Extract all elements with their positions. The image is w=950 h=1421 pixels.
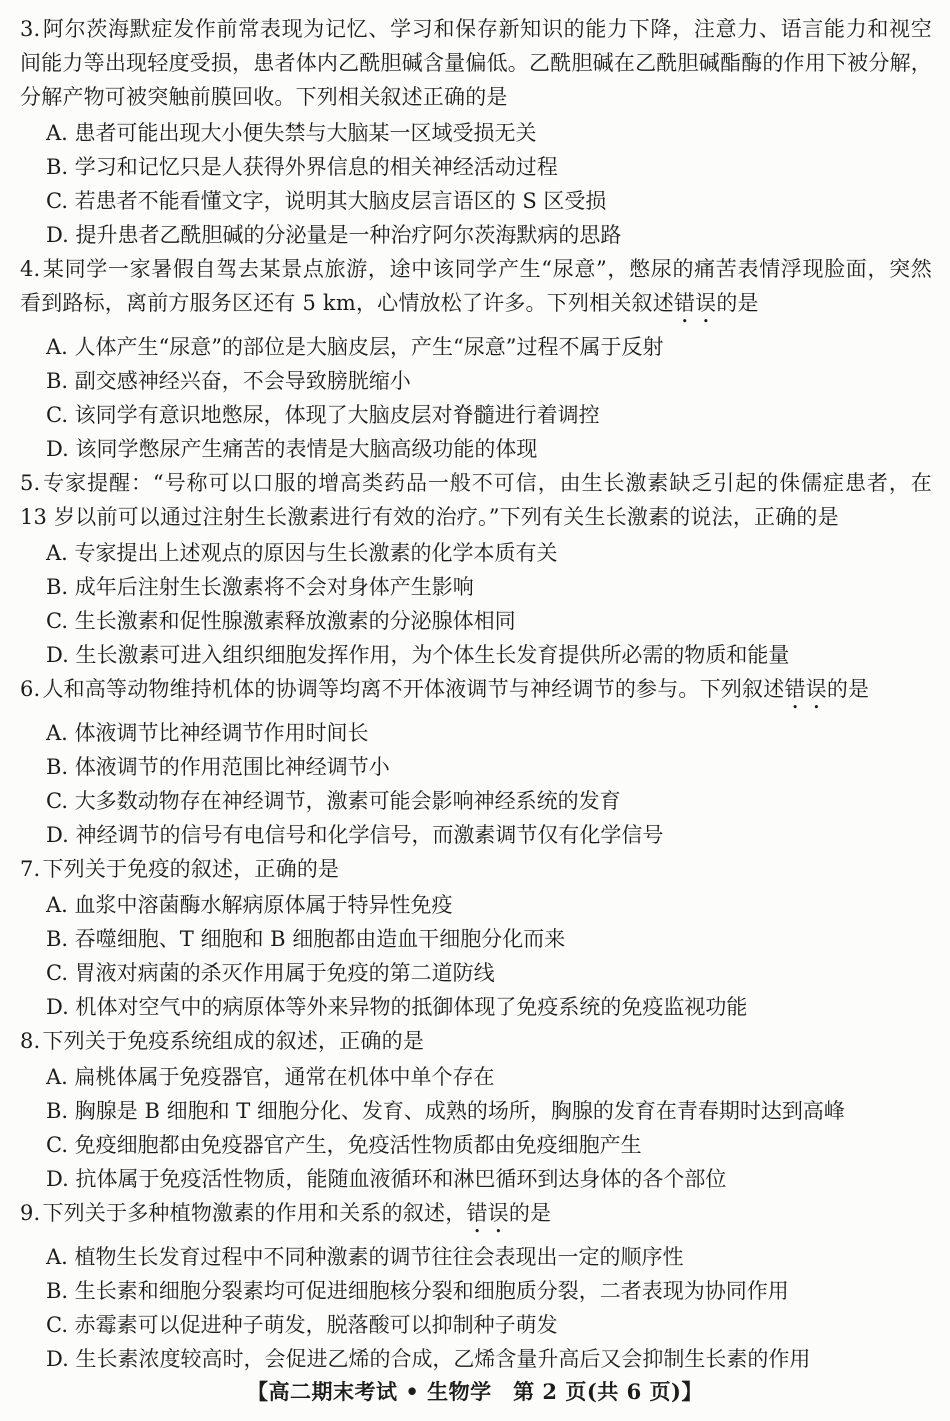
stem-ending: 的是 xyxy=(716,291,759,315)
question-number: 8. xyxy=(20,1029,41,1053)
option-d: D. 该同学憋尿产生痛苦的表情是大脑高级功能的体现 xyxy=(46,437,538,461)
question-6 xyxy=(20,672,932,852)
question-5 xyxy=(20,466,932,672)
option-b: B. 生长素和细胞分裂素均可促进细胞核分裂和细胞质分裂，二者表现为协同作用 xyxy=(46,1279,789,1303)
option-c: C. 若患者不能看懂文字，说明其大脑皮层言语区的 S 区受损 xyxy=(46,189,607,213)
option-b: B. 体液调节的作用范围比神经调节小 xyxy=(46,755,390,779)
question-stem xyxy=(20,466,932,534)
option-c: C. 生长激素和促性腺激素释放激素的分泌腺体相同 xyxy=(46,609,516,633)
option-b: B. 吞噬细胞、T 细胞和 B 细胞都由造血干细胞分化而来 xyxy=(46,927,566,951)
question-number: 6. xyxy=(20,677,41,701)
question-stem xyxy=(20,852,932,886)
question-9 xyxy=(20,1196,932,1376)
stem-text: 人和高等动物维持机体的协调等均离不开体液调节与神经调节的参与。下列叙述 xyxy=(42,677,785,701)
option-d: D. 提升患者乙酰胆碱的分泌量是一种治疗阿尔茨海默病的思路 xyxy=(46,223,622,247)
option-d: D. 生长素浓度较高时，会促进乙烯的合成，乙烯含量升高后又会抑制生长素的作用 xyxy=(46,1347,811,1371)
option-c: C. 赤霉素可以促进种子萌发，脱落酸可以抑制种子萌发 xyxy=(46,1313,558,1337)
emphasized-word: 错误 xyxy=(673,291,717,315)
question-3 xyxy=(20,12,932,252)
question-stem xyxy=(20,252,932,328)
option-d: D. 生长激素可进入组织细胞发挥作用，为个体生长发育提供所必需的物质和能量 xyxy=(46,643,790,667)
question-stem xyxy=(20,12,932,114)
stem-text: 阿尔茨海默症发作前常表现为记忆、学习和保存新知识的能力下降，注意力、语言能力和视空间能力等出现轻度受损，患者体内乙酰胆碱含量偏低。乙酰胆碱在乙酰胆碱酯酶的作用下被分解，分解产物可被突触前膜回收。下列相关叙述正确的是 xyxy=(20,17,932,109)
stem-text: 某同学一家暑假自驾去某景点旅游，途中该同学产生“尿意”，憋尿的痛苦表情浮现脸面，突然看到路标，离前方服务区还有 5 km，心情放松了许多。下列相关叙述 xyxy=(20,257,932,315)
option-b: B. 学习和记忆只是人获得外界信息的相关神经活动过程 xyxy=(46,155,558,179)
question-7 xyxy=(20,852,932,1024)
option-b: B. 胸腺是 B 细胞和 T 细胞分化、发育、成熟的场所，胸腺的发育在青春期时达到高峰 xyxy=(46,1099,845,1123)
exam-page xyxy=(20,12,932,1376)
stem-ending: 的是 xyxy=(508,1201,552,1225)
option-b: B. 成年后注射生长激素将不会对身体产生影响 xyxy=(46,575,474,599)
stem-text: 下列关于免疫的叙述，正确的是 xyxy=(42,857,340,881)
question-stem xyxy=(20,1024,932,1058)
option-a: A. 人体产生“尿意”的部位是大脑皮层，产生“尿意”过程不属于反射 xyxy=(46,335,664,359)
question-number: 4. xyxy=(20,257,41,281)
stem-text: 专家提醒：“号称可以口服的增高类药品一般不可信，由生长激素缺乏引起的侏儒症患者，在 13 岁以前可以通过注射生长激素进行有效的治疗。”下列有关生长激素的说法，正确的是 xyxy=(20,471,932,529)
stem-text: 下列关于免疫系统组成的叙述，正确的是 xyxy=(42,1029,425,1053)
option-b: B. 副交感神经兴奋，不会导致膀胱缩小 xyxy=(46,369,411,393)
question-stem xyxy=(20,672,932,714)
question-8 xyxy=(20,1024,932,1196)
question-number: 9. xyxy=(20,1201,41,1225)
option-c: C. 免疫细胞都由免疫器官产生，免疫活性物质都由免疫细胞产生 xyxy=(46,1133,642,1157)
option-a: A. 血浆中溶菌酶水解病原体属于特异性免疫 xyxy=(46,893,453,917)
option-c: C. 大多数动物存在神经调节，激素可能会影响神经系统的发育 xyxy=(46,789,621,813)
option-d: D. 神经调节的信号有电信号和化学信号，而激素调节仅有化学信号 xyxy=(46,823,664,847)
question-4 xyxy=(20,252,932,466)
option-a: A. 专家提出上述观点的原因与生长激素的化学本质有关 xyxy=(46,541,558,565)
page-footer: 【高二期末考试 • 生物学 第 2 页(共 6 页)】 xyxy=(247,1379,703,1404)
option-a: A. 植物生长发育过程中不同种激素的调节往往会表现出一定的顺序性 xyxy=(46,1245,684,1269)
stem-text: 下列关于多种植物激素的作用和关系的叙述， xyxy=(42,1201,467,1225)
option-a: A. 扁桃体属于免疫器官，通常在机体中单个存在 xyxy=(46,1065,495,1089)
question-stem xyxy=(20,1196,932,1238)
stem-ending: 的是 xyxy=(826,677,870,701)
question-number: 5. xyxy=(20,471,41,495)
option-a: A. 体液调节比神经调节作用时间长 xyxy=(46,721,369,745)
option-a: A. 患者可能出现大小便失禁与大脑某一区域受损无关 xyxy=(46,121,537,145)
option-d: D. 抗体属于免疫活性物质，能随血液循环和淋巴循环到达身体的各个部位 xyxy=(46,1167,727,1191)
option-c: C. 胃液对病菌的杀灭作用属于免疫的第二道防线 xyxy=(46,961,495,985)
emphasized-word: 错误 xyxy=(466,1201,509,1225)
option-c: C. 该同学有意识地憋尿，体现了大脑皮层对脊髓进行着调控 xyxy=(46,403,600,427)
question-number: 7. xyxy=(20,857,41,881)
option-d: D. 机体对空气中的病原体等外来异物的抵御体现了免疫系统的免疫监视功能 xyxy=(46,995,748,1019)
question-number: 3. xyxy=(20,17,41,41)
emphasized-word: 错误 xyxy=(784,677,827,701)
